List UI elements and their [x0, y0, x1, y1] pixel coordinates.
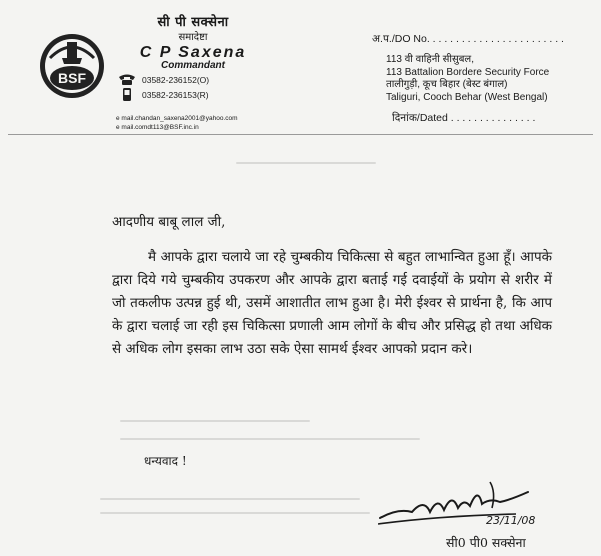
do-number-label: अ.प./DO No.	[372, 33, 430, 45]
bsf-emblem-logo	[36, 28, 108, 100]
sender-rank-english: Commandant	[161, 60, 225, 71]
signature-date: 23/11/08	[486, 514, 536, 527]
do-number-field: अ.प./DO No. . . . . . . . . . . . . . . . . . . . . . . .	[372, 33, 564, 45]
closing: धन्यवाद !	[144, 454, 187, 468]
sender-name-hindi: सी पी सक्सेना	[157, 15, 229, 30]
email-block	[116, 114, 238, 132]
telephone-icon	[118, 73, 136, 86]
show-through-mark	[100, 512, 370, 514]
mobile-phone-icon	[118, 88, 136, 101]
phone-residence: 03582-236153(R)	[142, 89, 209, 100]
header-divider	[8, 134, 593, 135]
email-line: e mail.comdt113@BSF.inc.in	[116, 124, 199, 131]
unit-line: 113 वी वाहिनी सीसुबल,	[386, 54, 474, 65]
unit-line: तालीगुड़ी, कूच बिहार (बेस्ट बंगाल)	[386, 79, 508, 90]
show-through-mark	[120, 420, 310, 422]
letter-paragraph: मै आपके द्वारा चलाये जा रहे चुम्बकीय चिकित्सा से बहुत लाभान्वित हुआ हूँ। आपके द्वारा दिये गये चुम्बकीय उपकरण और आपके द्वारा बताई गई दवाईयों के प्रयोग से शरीर में जो तकलीफ उत्पन्न हुई थी, उसमें आशातीत लाभ हुआ है। मेरी ईश्वर से प्रार्थना है, कि आप के द्वारा चलाई जा रही इस चिकित्सा प्रणाली आम लोगों के बीच और प्रसिद्ध हो तथा अधिक से अधिक लोग इसका लाभ उठा सके ऐसा सामर्थ ईश्वर आपको प्रदान करे।	[112, 249, 552, 357]
unit-address-block	[372, 32, 597, 104]
phone-office: 03582-236152(O)	[142, 74, 210, 85]
unit-address	[386, 54, 597, 104]
unit-line: 113 Battalion Bordere Security Force	[386, 66, 550, 78]
signer-name: सी0 पी0 सक्सेना	[446, 535, 526, 550]
letter-body	[112, 212, 552, 361]
dated-field: दिनांक/Dated . . . . . . . . . . . . . . .	[392, 112, 536, 124]
email-line: e mail.chandan_saxena2001@yahoo.com	[116, 115, 238, 122]
sender-block	[118, 12, 268, 101]
phone-office-row	[118, 73, 268, 86]
unit-line: Taliguri, Cooch Behar (West Bengal)	[386, 91, 548, 103]
sender-name-english: C P Saxena	[139, 44, 247, 61]
logo-text: BSF	[58, 70, 86, 86]
show-through-mark	[236, 162, 376, 164]
show-through-mark	[100, 498, 360, 500]
show-through-mark	[120, 438, 420, 440]
dated-label: दिनांक/Dated	[392, 112, 448, 124]
sender-rank-hindi: समादेष्टा	[178, 32, 208, 43]
salutation: आदणीय बाबू लाल जी,	[112, 214, 226, 230]
phone-residence-row	[118, 88, 268, 101]
